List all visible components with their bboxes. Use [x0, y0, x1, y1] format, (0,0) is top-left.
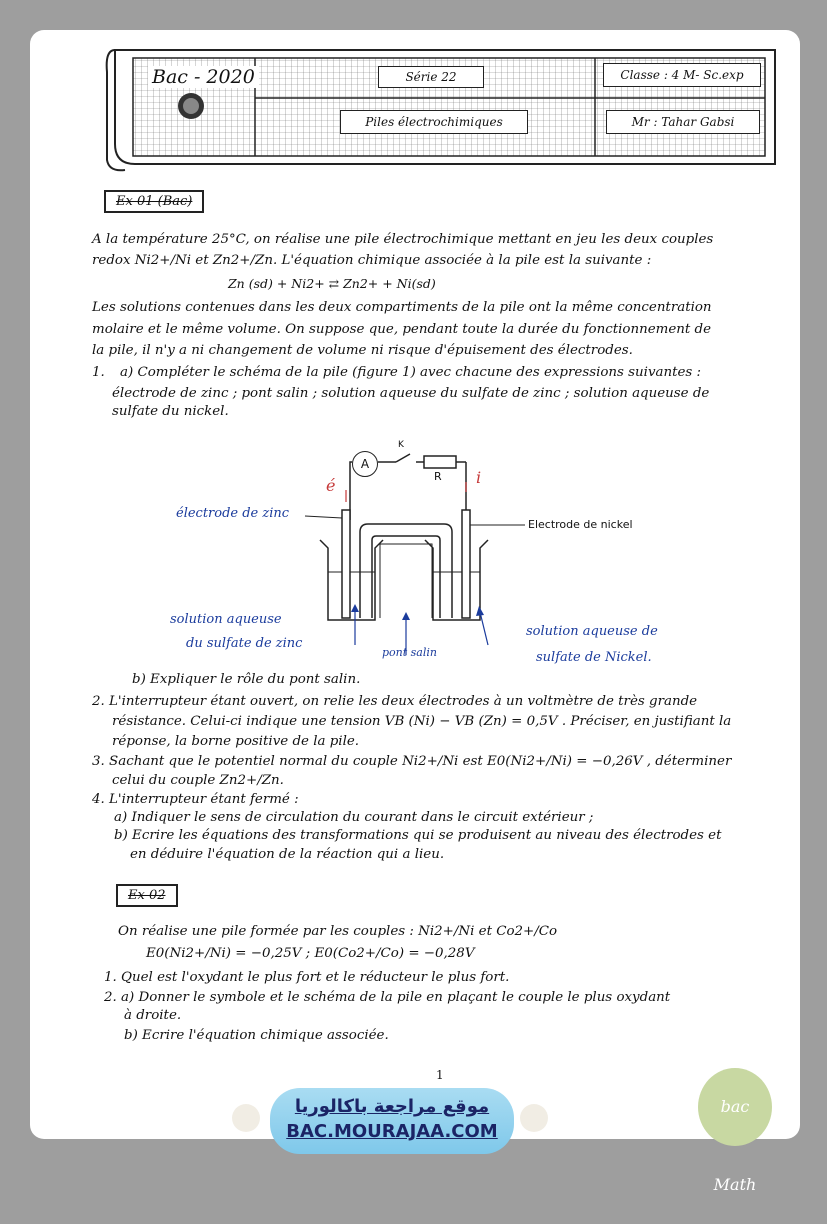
- q4b-line2: en déduire l'équation de la réaction qui a lieu.: [130, 847, 445, 862]
- ex2-q2a-line2: à droite.: [124, 1008, 182, 1023]
- q1b: b) Expliquer le rôle du pont salin.: [132, 672, 361, 687]
- q4: 4. L'interrupteur étant fermé :: [92, 792, 299, 807]
- hand-nickel-solution-line1: solution aqueuse de: [526, 624, 658, 639]
- q1a-line3: sulfate du nickel.: [112, 404, 229, 419]
- ex2-potentials: E0(Ni2+/Ni) = −0,25V ; E0(Co2+/Co) = −0,28V: [146, 946, 475, 961]
- ex1-intro-line1: A la température 25°C, on réalise une pile électrochimique mettant en jeu les deux couples: [92, 232, 714, 247]
- q4b-line1: b) Ecrire les équations des transformations qui se produisent au niveau des électrodes et: [114, 828, 722, 843]
- hand-nickel-solution-line2: sulfate de Nickel.: [536, 650, 652, 665]
- hand-current-label: i: [476, 468, 482, 487]
- q2-line1: 2. L'interrupteur étant ouvert, on relie les deux électrodes à un voltmètre de très grande: [92, 694, 698, 709]
- footer-banner[interactable]: [270, 1088, 514, 1154]
- page-number: 1: [436, 1068, 444, 1082]
- hand-zinc-solution-line1: solution aqueuse: [170, 612, 282, 627]
- ex1-intro-line2: redox Ni2+/Ni et Zn2+/Zn. L'équation chimique associée à la pile est la suivante :: [92, 253, 652, 268]
- q3-line2: celui du couple Zn2+/Zn.: [112, 773, 284, 788]
- q3-line1: 3. Sachant que le potentiel normal du couple Ni2+/Ni est E0(Ni2+/Ni) = −0,26V , déterminer: [92, 754, 732, 769]
- nickel-electrode-label: Electrode de nickel: [528, 518, 633, 531]
- bac-year: Bac - 2020: [148, 66, 259, 88]
- bac-math-badge: bac Math: [698, 1068, 772, 1146]
- hand-zinc-solution-line2: du sulfate de zinc: [186, 636, 303, 651]
- ex2-q2a-line1: 2. a) Donner le symbole et le schéma de la pile en plaçant le couple le plus oxydant: [104, 990, 671, 1005]
- q1a-line2: électrode de zinc ; pont salin ; solution aqueuse du sulfate de zinc ; solution aqueuse de: [112, 386, 710, 401]
- q4a: a) Indiquer le sens de circulation du courant dans le circuit extérieur ;: [114, 810, 594, 825]
- q2-line2: résistance. Celui-ci indique une tension VB (Ni) − VB (Zn) = 0,5V . Préciser, en justifiant la: [112, 714, 732, 729]
- footer-logo-right-icon: [520, 1104, 548, 1132]
- teacher-label: Mr : Tahar Gabsi: [606, 110, 760, 134]
- ex1-para-line2: molaire et le même volume. On suppose que, pendant toute la durée du fonctionnement de: [92, 322, 711, 337]
- ex2-q2b: b) Ecrire l'équation chimique associée.: [124, 1028, 389, 1043]
- classe-label: Classe : 4 M- Sc.exp: [603, 63, 761, 87]
- footer-arabic-title[interactable]: موقع مراجعة باكالوريا: [294, 1096, 490, 1117]
- hand-electron-label: é: [326, 476, 336, 495]
- topic-label: Piles électrochimiques: [340, 110, 528, 134]
- footer-url-link[interactable]: BAC.MOURAJAA.COM: [286, 1121, 498, 1142]
- ex1-equation: Zn (sd) + Ni2+ ⇄ Zn2+ + Ni(sd): [228, 276, 436, 291]
- ex1-para-line1: Les solutions contenues dans les deux compartiments de la pile ont la même concentration: [92, 300, 712, 315]
- ex1-para-line3: la pile, il n'y a ni changement de volume ni risque d'épuisement des électrodes.: [92, 343, 633, 358]
- q2-line3: réponse, la borne positive de la pile.: [112, 734, 360, 749]
- serie-label: Série 22: [378, 66, 484, 88]
- ex1-label: Ex 01 (Bac): [104, 190, 204, 213]
- ex2-intro: On réalise une pile formée par les couples : Ni2+/Ni et Co2+/Co: [118, 924, 558, 939]
- hand-zinc-electrode: électrode de zinc: [176, 506, 290, 521]
- footer-logo-left-icon: [232, 1104, 260, 1132]
- hand-salt-bridge: pont salin: [382, 646, 437, 659]
- ammeter-icon: A: [352, 451, 378, 477]
- resistor-label: R: [434, 470, 442, 483]
- ex2-label: Ex 02: [116, 884, 178, 907]
- ex2-q1: 1. Quel est l'oxydant le plus fort et le réducteur le plus fort.: [104, 970, 510, 985]
- q1-number: 1.: [92, 365, 105, 380]
- switch-label: K: [398, 440, 404, 450]
- q1a-line1: a) Compléter le schéma de la pile (figure 1) avec chacune des expressions suivantes :: [120, 365, 702, 380]
